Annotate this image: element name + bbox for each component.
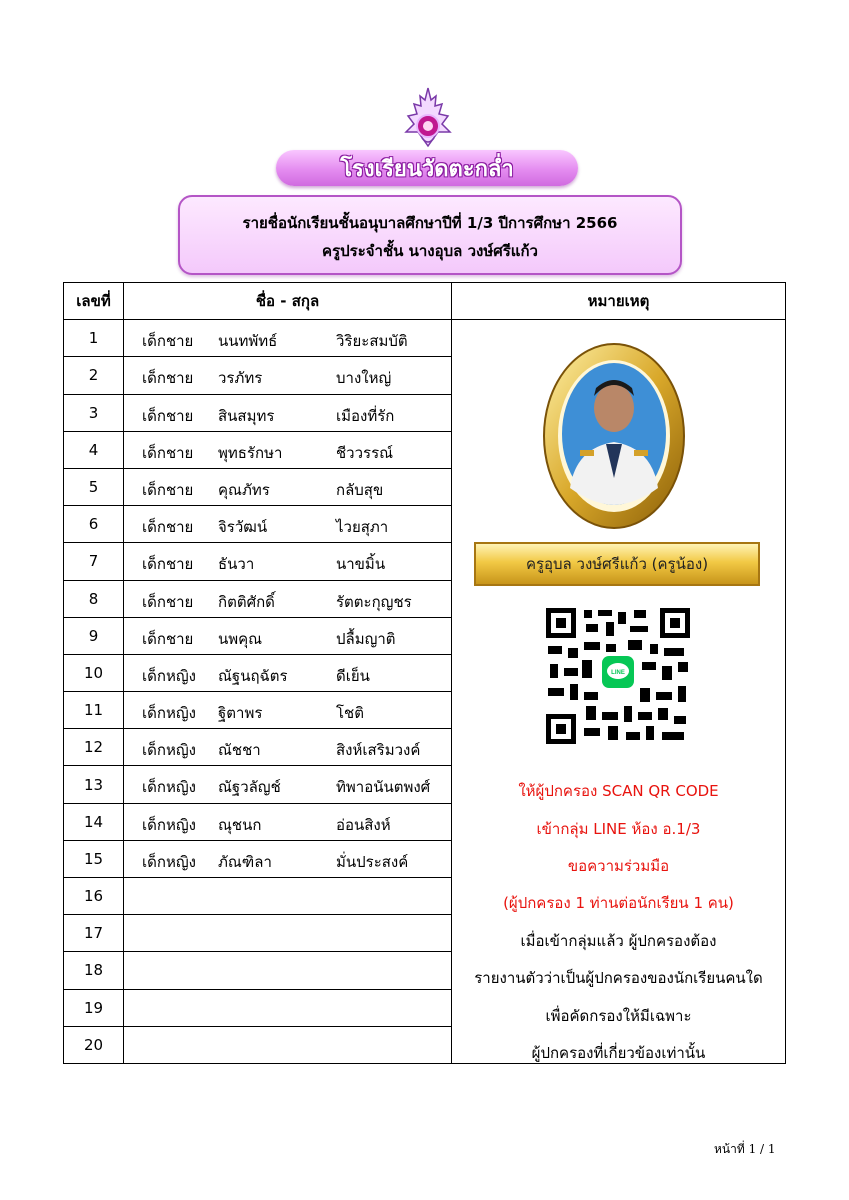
student-name-cell bbox=[124, 989, 452, 1026]
student-number: 19 bbox=[64, 989, 124, 1026]
student-first-name: ฐิตาพร bbox=[218, 704, 263, 723]
school-emblem-logo bbox=[402, 86, 454, 150]
student-number: 3 bbox=[64, 394, 124, 431]
student-name-cell bbox=[124, 915, 452, 952]
header-number: เลขที่ bbox=[64, 283, 124, 320]
instruction-line-6: รายงานตัวว่าเป็นผู้ปกครองของนักเรียนคนใด bbox=[474, 969, 763, 988]
student-last-name: ปลื้มญาติ bbox=[336, 629, 396, 648]
student-last-name: สิงห์เสริมวงค์ bbox=[336, 741, 421, 760]
student-name-cell bbox=[124, 468, 452, 505]
student-number: 8 bbox=[64, 580, 124, 617]
student-last-name: ดีเย็น bbox=[336, 666, 370, 685]
student-last-name: มั่นประสงค์ bbox=[336, 852, 409, 871]
student-number: 12 bbox=[64, 729, 124, 766]
student-prefix: เด็กชาย bbox=[142, 629, 194, 648]
student-first-name: จิรวัฒน์ bbox=[218, 518, 268, 537]
instruction-line-3: ขอความร่วมมือ bbox=[567, 856, 670, 875]
teacher-photo-frame bbox=[540, 338, 688, 534]
student-number: 6 bbox=[64, 506, 124, 543]
instruction-line-7: เพื่อคัดกรองให้มีเฉพาะ bbox=[545, 1006, 692, 1025]
parent-instructions bbox=[452, 773, 785, 1072]
student-number: 2 bbox=[64, 357, 124, 394]
line-group-qr-code[interactable] bbox=[546, 608, 690, 744]
student-last-name: วิริยะสมบัติ bbox=[336, 332, 408, 351]
student-last-name: โชติ bbox=[336, 704, 364, 723]
student-number: 10 bbox=[64, 654, 124, 691]
student-last-name: นาขมิ้น bbox=[336, 555, 386, 574]
student-first-name: คุณภัทร bbox=[218, 480, 270, 499]
student-first-name: ภัณฑิลา bbox=[218, 852, 272, 871]
student-name-cell bbox=[124, 357, 452, 394]
student-prefix: เด็กหญิง bbox=[142, 815, 196, 834]
student-first-name: นนทพัทธ์ bbox=[218, 332, 278, 351]
teacher-name-banner bbox=[474, 542, 760, 586]
student-prefix: เด็กชาย bbox=[142, 555, 194, 574]
student-name-cell bbox=[124, 729, 452, 766]
student-first-name: วรภัทร bbox=[218, 369, 263, 388]
student-name-cell bbox=[124, 1026, 452, 1063]
teacher-name: ครูอุบล วงษ์ศรีแก้ว (ครูน้อง) bbox=[525, 555, 709, 574]
student-first-name: ณัฐวลัญช์ bbox=[218, 778, 281, 797]
student-prefix: เด็กหญิง bbox=[142, 704, 196, 723]
student-first-name: ธันวา bbox=[218, 555, 255, 574]
instruction-line-5: เมื่อเข้ากลุ่มแล้ว ผู้ปกครองต้อง bbox=[520, 931, 717, 950]
student-name-cell bbox=[124, 394, 452, 431]
student-name-cell bbox=[124, 840, 452, 877]
student-number: 4 bbox=[64, 431, 124, 468]
student-name-cell bbox=[124, 803, 452, 840]
student-prefix: เด็กชาย bbox=[142, 518, 194, 537]
student-prefix: เด็กชาย bbox=[142, 443, 194, 462]
document-title: รายชื่อนักเรียนชั้นอนุบาลศึกษาปีที่ 1/3 ปีการศึกษา 2566 bbox=[242, 214, 618, 232]
student-number: 20 bbox=[64, 1026, 124, 1063]
student-number: 11 bbox=[64, 692, 124, 729]
title-box bbox=[178, 195, 682, 275]
header-note: หมายเหตุ bbox=[452, 283, 786, 320]
student-number: 7 bbox=[64, 543, 124, 580]
student-first-name: พุทธรักษา bbox=[218, 443, 283, 462]
student-name-cell bbox=[124, 617, 452, 654]
student-name-cell bbox=[124, 320, 452, 357]
student-first-name: นพคุณ bbox=[218, 629, 263, 648]
student-last-name: อ่อนสิงห์ bbox=[336, 815, 391, 834]
class-teacher-line: ครูประจำชั้น นางอุบล วงษ์ศรีแก้ว bbox=[322, 242, 538, 260]
student-last-name: กลับสุข bbox=[336, 480, 384, 499]
student-name-cell bbox=[124, 431, 452, 468]
student-prefix: เด็กชาย bbox=[142, 592, 194, 611]
school-name-banner bbox=[276, 150, 578, 186]
student-number: 1 bbox=[64, 320, 124, 357]
student-number: 9 bbox=[64, 617, 124, 654]
student-first-name: ณัชชา bbox=[218, 741, 261, 760]
student-name-cell bbox=[124, 692, 452, 729]
student-first-name: กิตติศักดิ์ bbox=[218, 592, 275, 611]
student-name-cell bbox=[124, 766, 452, 803]
school-name: โรงเรียนวัดตะกล่ำ bbox=[340, 155, 514, 182]
student-last-name: เมืองที่รัก bbox=[336, 406, 395, 425]
student-number: 18 bbox=[64, 952, 124, 989]
student-number: 17 bbox=[64, 915, 124, 952]
line-logo-text: LINE bbox=[611, 670, 625, 677]
student-roster-table bbox=[63, 282, 786, 1064]
student-name-cell bbox=[124, 506, 452, 543]
student-last-name: ทิพาอนันตพงศ์ bbox=[336, 778, 431, 797]
student-number: 5 bbox=[64, 468, 124, 505]
student-name-cell bbox=[124, 878, 452, 915]
student-number: 14 bbox=[64, 803, 124, 840]
page-number: หน้าที่ 1 / 1 bbox=[714, 1142, 776, 1156]
student-prefix: เด็กชาย bbox=[142, 369, 194, 388]
student-last-name: ชีววรรณ์ bbox=[336, 443, 394, 462]
instruction-line-1: ให้ผู้ปกครอง SCAN QR CODE bbox=[518, 782, 719, 801]
student-last-name: บางใหญ่ bbox=[336, 369, 392, 388]
student-prefix: เด็กหญิง bbox=[142, 666, 196, 685]
note-cell bbox=[452, 320, 786, 1064]
student-prefix: เด็กชาย bbox=[142, 480, 194, 499]
student-number: 13 bbox=[64, 766, 124, 803]
student-prefix: เด็กชาย bbox=[142, 406, 194, 425]
student-last-name: ไวยสุภา bbox=[336, 518, 389, 537]
student-name-cell bbox=[124, 580, 452, 617]
instruction-line-4: (ผู้ปกครอง 1 ท่านต่อนักเรียน 1 คน) bbox=[503, 894, 734, 913]
student-prefix: เด็กชาย bbox=[142, 332, 194, 351]
student-number: 16 bbox=[64, 878, 124, 915]
instruction-line-2: เข้ากลุ่ม LINE ห้อง อ.1/3 bbox=[536, 819, 701, 838]
student-prefix: เด็กหญิง bbox=[142, 741, 196, 760]
student-name-cell bbox=[124, 654, 452, 691]
student-name-cell bbox=[124, 952, 452, 989]
student-prefix: เด็กหญิง bbox=[142, 852, 196, 871]
header-name: ชื่อ - สกุล bbox=[124, 283, 452, 320]
table-header-row bbox=[64, 283, 786, 320]
student-first-name: สินสมุทร bbox=[218, 406, 275, 425]
student-first-name: ณุชนก bbox=[218, 815, 262, 834]
instruction-line-8: ผู้ปกครองที่เกี่ยวข้องเท่านั้น bbox=[531, 1043, 706, 1062]
student-prefix: เด็กหญิง bbox=[142, 778, 196, 797]
student-name-cell bbox=[124, 543, 452, 580]
student-number: 15 bbox=[64, 840, 124, 877]
student-last-name: รัตตะกุญชร bbox=[336, 592, 412, 611]
student-first-name: ณัฐนฤฉัตร bbox=[218, 666, 288, 685]
table-row bbox=[64, 320, 786, 357]
